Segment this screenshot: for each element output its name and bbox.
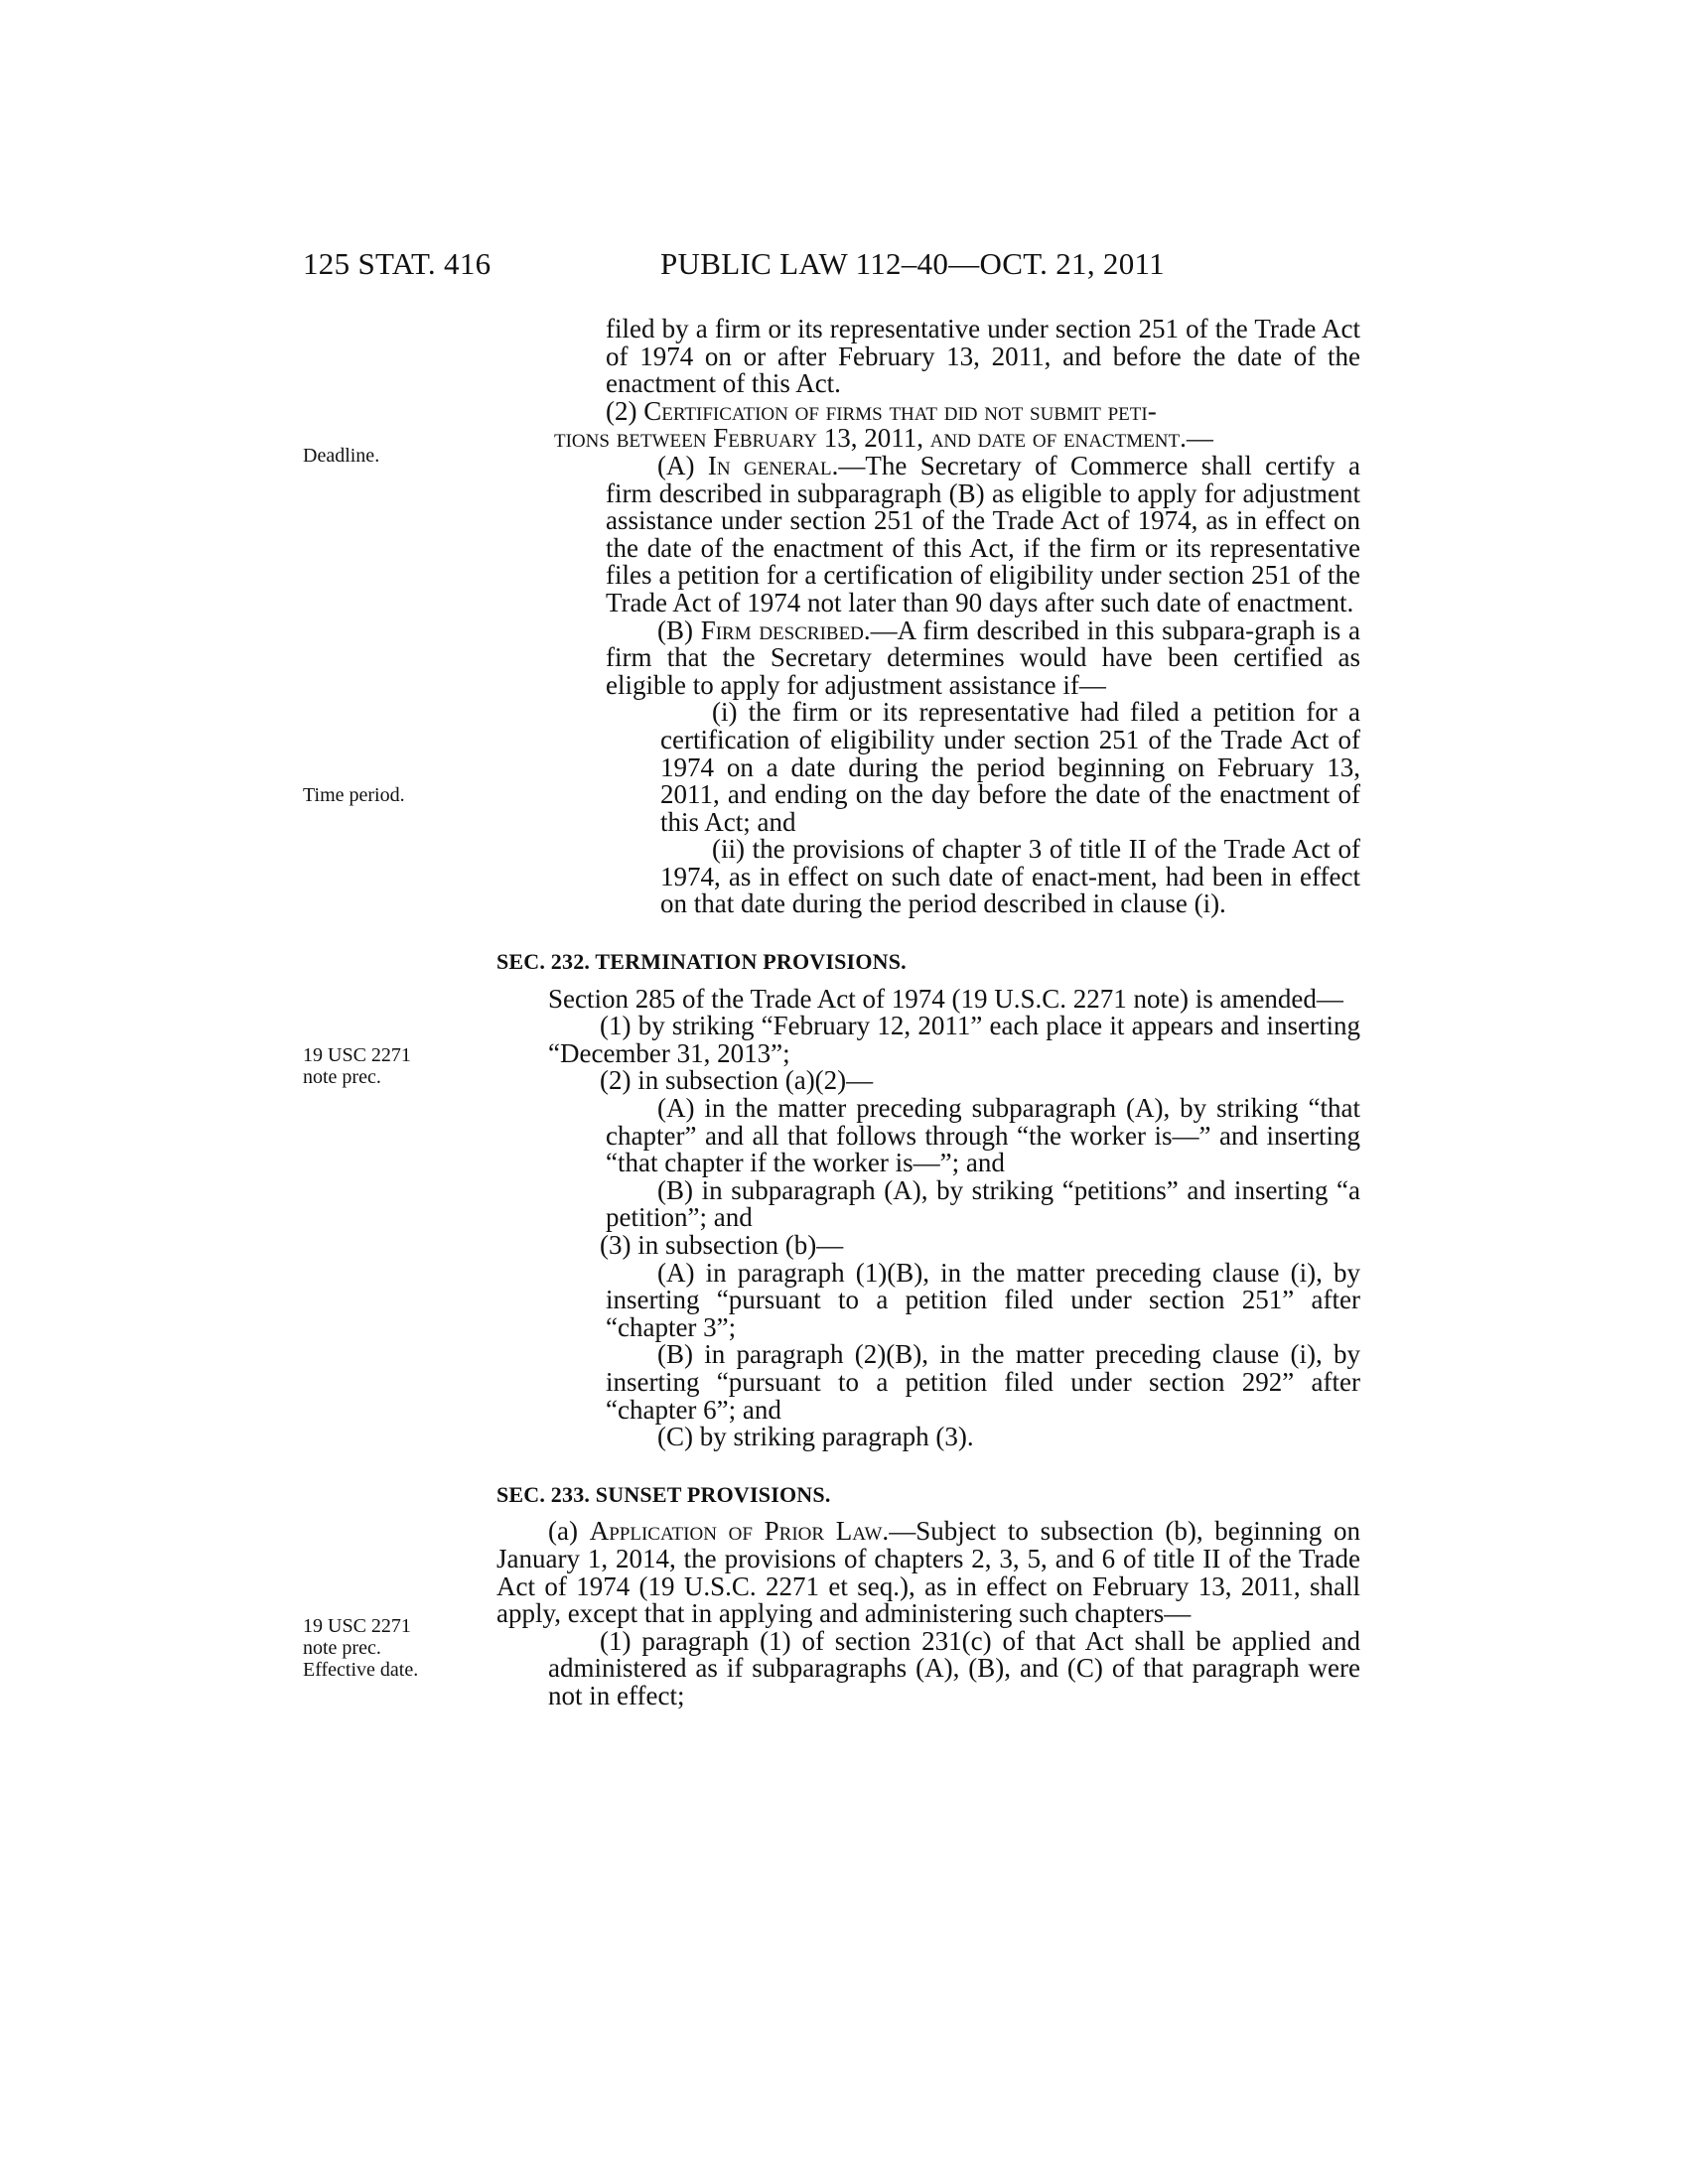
margin-note-line: note prec. — [303, 1066, 381, 1088]
paragraph-number: (2) — [606, 395, 637, 426]
section-233-subsection-a — [496, 1518, 1360, 1627]
subparagraph-A — [496, 450, 1360, 617]
margin-note-deadline: Deadline. — [303, 445, 380, 467]
section-232-item-3B: (B) in paragraph (2)(B), in the matter preceding clause (i), by inserting “pursuant to a petition filed under section 292” after “chapter 6”; and — [606, 1339, 1360, 1425]
subparagraph-B — [496, 614, 1360, 700]
paragraph-continuation: filed by a firm or its representative under section 251 of the Trade Act of 1974 on or after February 13, 2011, and before the date of the enactment of this Act. — [606, 314, 1360, 399]
section-232-item-2: (2) in subsection (a)(2)— — [600, 1065, 874, 1096]
margin-note-line: 19 USC 2271 — [303, 1044, 411, 1066]
clause-i: (i) the firm or its representative had filed a petition for a certification of eligibility under section 251 of the Trade Act of 1974 on a date during the period beginning on February 13, 2011, and ending on the day before the date of the enactment of this Act; and — [660, 697, 1360, 837]
section-232-item-2A: (A) in the matter preceding subparagraph (A), by striking “that chapter” and all that follows through “the worker is—” and inserting “that chapter if the worker is—”; and — [606, 1093, 1360, 1178]
subparagraph-heading: Firm described. — [700, 614, 871, 645]
section-232-intro: Section 285 of the Trade Act of 1974 (19 U.S.C. 2271 note) is amended— — [548, 983, 1343, 1014]
subparagraph-heading: In general. — [707, 450, 839, 480]
section-232-item-3C: (C) by striking paragraph (3). — [657, 1422, 974, 1452]
paragraph-2-heading — [496, 395, 1360, 454]
subparagraph-number: (B) — [657, 614, 693, 645]
subsection-number: (a) — [548, 1516, 578, 1547]
heading-small-caps-continued: tions between February 13, 2011, and date of enactment.— — [554, 423, 1213, 454]
section-232-item-3A: (A) in paragraph (1)(B), in the matter preceding clause (i), by inserting “pursuant to a petition filed under section 251” after “chapter 3”; — [606, 1257, 1360, 1342]
subparagraph-text: —A firm described in this subpara-graph is a firm that the Secretary determines would have been certified as eligible to apply for adjustment assistance if— — [606, 614, 1360, 700]
heading-small-caps: Certification of firms that did not submit peti- — [643, 395, 1157, 426]
section-232-item-1: (1) by striking “February 12, 2011” each place it appears and inserting “December 31, 2013”; — [548, 1011, 1360, 1068]
subparagraph-number: (A) — [657, 450, 695, 480]
margin-note-line: note prec. — [303, 1637, 381, 1659]
page-stat-number: 125 STAT. 416 — [303, 246, 492, 281]
subsection-text: —Subject to subsection (b), beginning on January 1, 2014, the provisions of chapters 2, 3, 5, and 6 of title II of the Trade Act of 1974 (19 U.S.C. 2271 et seq.), as in effect on February 13, 2011, shall apply, except that in applying and administering such chapters— — [496, 1516, 1361, 1629]
margin-note-usc-232 — [303, 1044, 452, 1088]
section-232-heading: SEC. 232. TERMINATION PROVISIONS. — [496, 949, 907, 975]
margin-note-line: Effective date. — [303, 1659, 419, 1681]
section-233-item-1: (1) paragraph (1) of section 231(c) of that Act shall be applied and administered as if subparagraphs (A), (B), and (C) of that paragraph were not in effect; — [548, 1625, 1360, 1710]
margin-note-time-period: Time period. — [303, 784, 405, 806]
section-233-heading: SEC. 233. SUNSET PROVISIONS. — [496, 1481, 831, 1507]
section-232-item-2B: (B) in subparagraph (A), by striking “petitions” and inserting “a petition”; and — [606, 1174, 1360, 1233]
subparagraph-text: —The Secretary of Commerce shall certify a firm described in subparagraph (B) as eligible to apply for adjustment assistance under section 251 of the Trade Act of 1974, as in effect on the date of the enactment of this Act, if the firm or its representative files a petition for a certification of eligibility under section 251 of the Trade Act of 1974 not later than 90 days after such date of enactment. — [606, 450, 1360, 617]
statute-text — [496, 316, 1360, 1710]
margin-note-line: 19 USC 2271 — [303, 1615, 411, 1637]
clause-ii: (ii) the provisions of chapter 3 of title II of the Trade Act of 1974, as in effect on such date of enact-ment, had been in effect on that date during the period described in clause (i). — [660, 834, 1360, 919]
margin-note-usc-233 — [303, 1615, 452, 1681]
section-232-item-3: (3) in subsection (b)— — [600, 1230, 844, 1260]
subsection-heading: Application of Prior Law. — [589, 1516, 890, 1547]
page-running-title: PUBLIC LAW 112–40—OCT. 21, 2011 — [660, 246, 1165, 281]
